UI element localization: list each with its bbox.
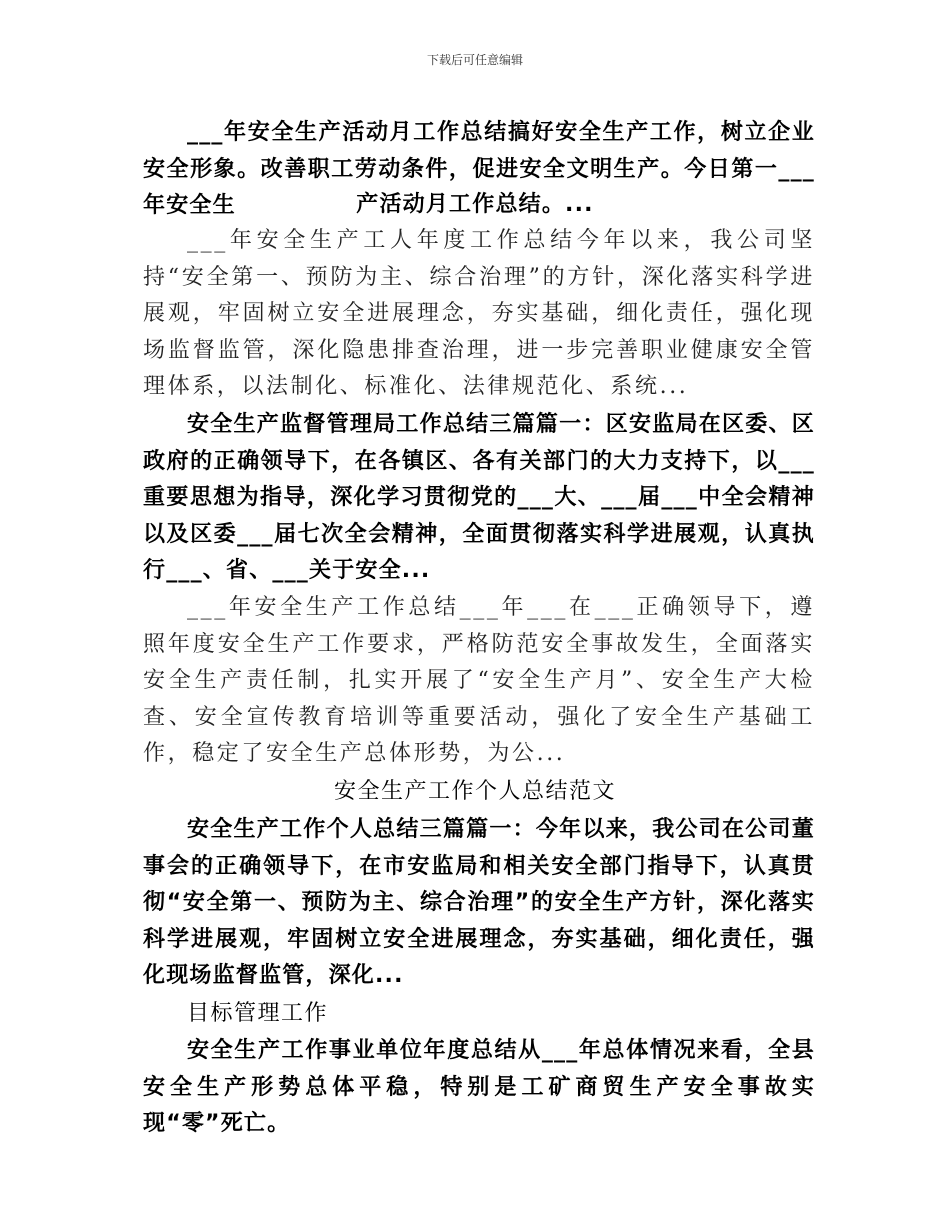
section-paragraph-4: 安全生产工作事业单位年度总结从___年总体情况来看，全县安全生产形势总体平稳，特别是工矿商贸生产安全事故实现“零”死亡。 [143,1038,815,1136]
heading-target-management: 目标管理工作 [187,1001,329,1026]
intro-title-tail: 产活动月工作总结。... [356,192,594,217]
section-paragraph-2: 安全生产监督管理局工作总结三篇篇一：区安监局在区委、区政府的正确领导下，在各镇区、各有关部门的大力支持下，以___重要思想为指导，深化学习贯彻党的___大、___届___中全会精神以及区委___届七次全会精神，全面贯彻落实科学进展观，认真执行___、省、___关于安全... [143,412,815,583]
heading-personal-summary: 安全生产工作个人总结范文 [333,779,616,804]
intro-title-paragraph: ___年安全生产活动月工作总结搞好安全生产工作，树立企业安全形象。改善职工劳动条件，促进安全文明生产。今日第一___年安全生 [143,120,815,218]
section-paragraph-3: 安全生产工作个人总结三篇篇一：今年以来，我公司在公司董事会的正确领导下，在市安监局和相关安全部门指导下，认真贯彻“安全第一、预防为主、综合治理”的安全生产方针，深化落实科学进展观，牢固树立安全进展理念，夯实基础，细化责任，强化现场监督监管，深化... [143,817,815,988]
page-header-note: 下载后可任意编辑 [426,53,523,67]
summary-paragraph-2: ___年安全生产工作总结___年___在___正确领导下，遵照年度安全生产工作要求，严格防范安全事故发生，全面落实安全生产责任制，扎实开展了“安全生产月”、安全生产大检查、安全宣传教育培训等重要活动，强化了安全生产基础工作，稳定了安全生产总体形势，为公... [143,595,815,766]
summary-paragraph-1: ___年安全生产工人年度工作总结今年以来，我公司坚持“安全第一、预防为主、综合治理”的方针，深化落实科学进展观，牢固树立安全进展理念，夯实基础，细化责任，强化现场监督监管，深化隐患排查治理，进一步完善职业健康安全管理体系，以法制化、标准化、法律规范化、系统... [143,228,815,399]
